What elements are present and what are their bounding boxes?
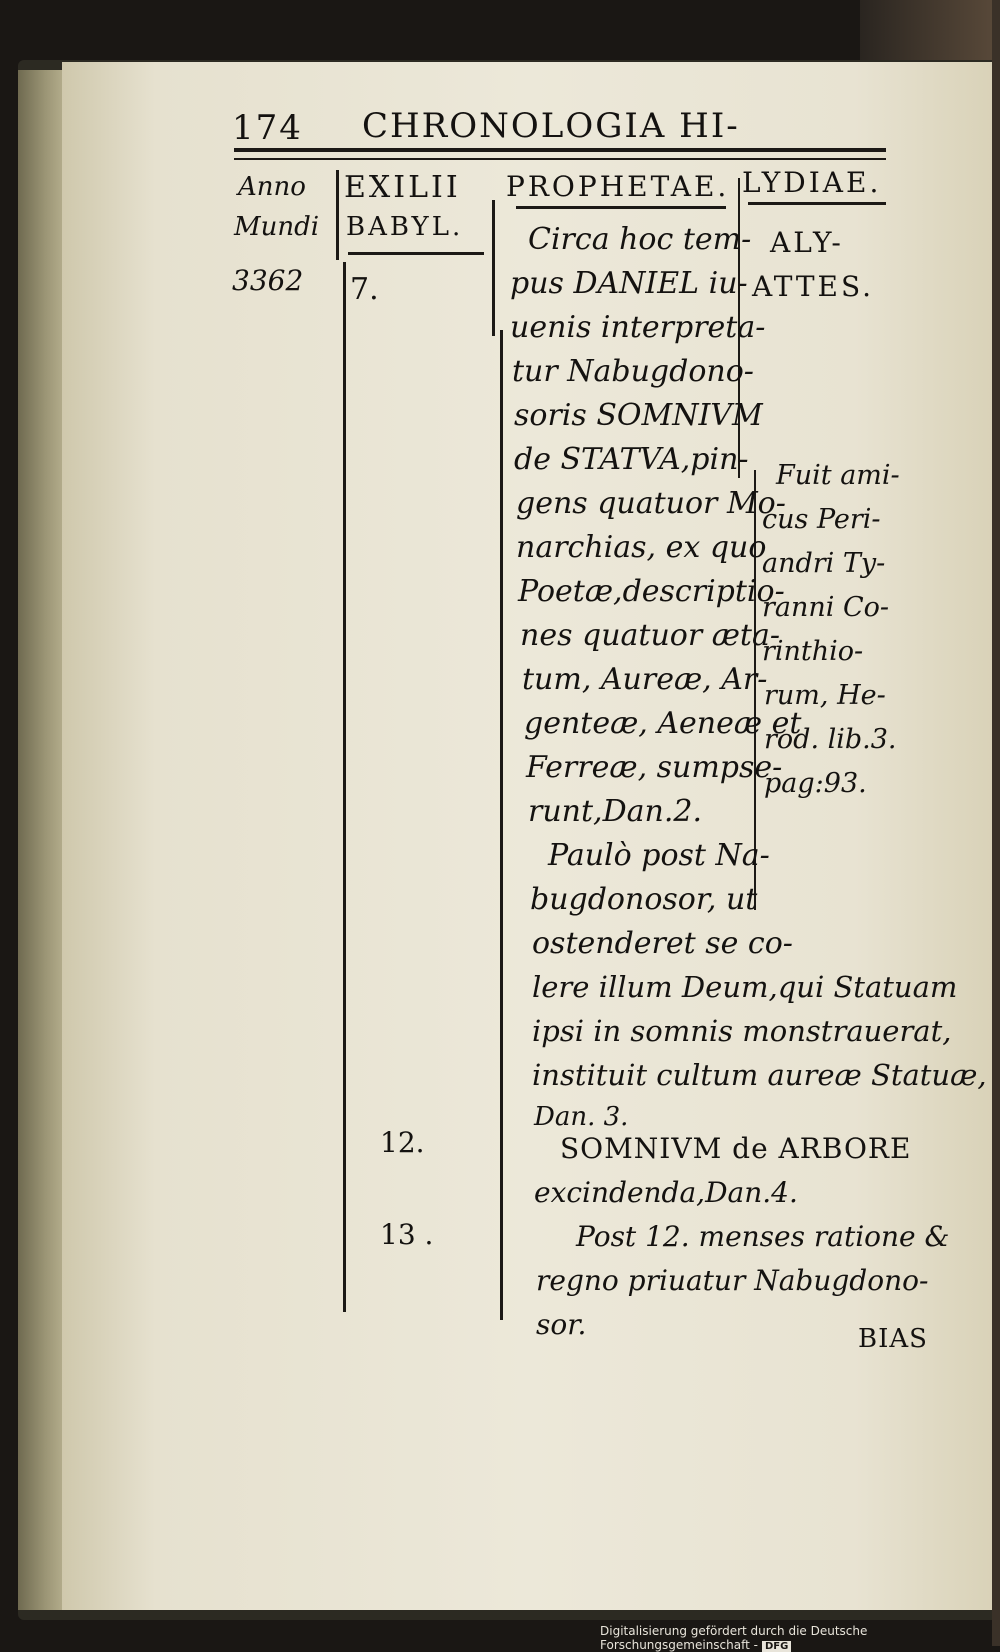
text-line: soris SOMNIVM <box>514 398 763 433</box>
babyl-rule <box>348 252 484 255</box>
lydiae-note-line: cus Peri- <box>762 504 881 535</box>
header-rule <box>234 148 886 152</box>
column-rule-anno <box>336 170 339 260</box>
text-line: tum, Aureæ, Ar- <box>522 662 768 697</box>
catchword: BIAS <box>858 1324 928 1354</box>
lydiae-note-line: rum, He- <box>764 680 886 711</box>
prophetae-header: PROPHETAE. <box>506 170 730 203</box>
lydiae-note-line: pag:93. <box>764 768 867 799</box>
text-line: sor. <box>536 1308 587 1341</box>
column-rule-prophetae-top <box>492 200 495 336</box>
text-line: Post 12. menses ratione & <box>576 1220 950 1253</box>
text-line: uenis interpreta- <box>510 310 766 345</box>
babyl-header: BABYL. <box>346 212 464 242</box>
text-line: nes quatuor æta- <box>520 618 781 653</box>
footer-text: Digitalisierung gefördert durch die Deutsche Forschungsgemeinschaft - <box>600 1624 868 1652</box>
lydiae-note-line: ranni Co- <box>762 592 890 623</box>
lydiae-header: LYDIAE. <box>742 166 882 199</box>
lydiae-note-line: rinthio- <box>762 636 864 667</box>
text-line: SOMNIVM de ARBORE <box>560 1132 912 1165</box>
right-page-edge <box>992 0 1000 1646</box>
mundi-label: Mundi <box>234 212 320 242</box>
lydiae-note-line: rod. lib.3. <box>764 724 897 755</box>
text-line: regno priuatur Nabugdono- <box>536 1264 929 1297</box>
text-line: instituit cultum aureæ Statuæ, <box>532 1058 987 1092</box>
text-line: Poetæ,descriptio- <box>518 574 785 609</box>
exilii-header: EXILII <box>344 170 461 205</box>
anno-label: Anno <box>238 172 306 202</box>
lydiae-note-line: andri Ty- <box>762 548 886 579</box>
text-line: runt,Dan.2. <box>528 794 702 829</box>
page-number: 174 <box>232 108 303 148</box>
column-rule-exilii <box>343 262 346 1312</box>
background-strip <box>860 0 1000 60</box>
lydiae-king: ALY- <box>770 226 844 259</box>
exilii-year: 12. <box>380 1126 425 1159</box>
text-line: Dan. 3. <box>534 1102 629 1132</box>
text-line: gens quatuor Mo- <box>516 486 786 521</box>
text-line: Ferreæ, sumpse- <box>526 750 783 785</box>
text-line: de STATVA,pin- <box>514 442 749 477</box>
running-title: CHRONOLOGIA HI- <box>362 106 740 146</box>
text-line: bugdonosor, ut <box>530 882 758 917</box>
text-line: Circa hoc tem- <box>528 222 752 257</box>
text-line: lere illum Deum,qui Statuam <box>532 970 958 1004</box>
text-line: Paulò post Na- <box>548 838 770 873</box>
prophetae-rule <box>516 206 726 209</box>
text-line: narchias, ex quo <box>516 530 767 565</box>
exilii-year: 13 . <box>380 1218 434 1251</box>
exilii-year: 7. <box>350 272 379 307</box>
text-line: ipsi in somnis monstrauerat, <box>532 1014 952 1048</box>
lydiae-king: ATTES. <box>752 270 875 303</box>
year-mundi: 3362 <box>232 264 304 297</box>
text-line: tur Nabugdono- <box>512 354 754 389</box>
lydiae-rule <box>748 202 886 205</box>
text-line: pus DANIEL iu- <box>510 266 748 301</box>
lydiae-note-line: Fuit ami- <box>776 460 900 491</box>
dfg-logo: DFG <box>762 1641 791 1652</box>
text-line: genteæ, Aeneæ et <box>524 706 802 741</box>
column-rule-prophetae <box>500 330 503 1320</box>
text-line: excindenda,Dan.4. <box>534 1176 798 1209</box>
text-line: ostenderet se co- <box>532 926 793 961</box>
digitization-footer <box>600 1624 1000 1652</box>
header-rule-thin <box>234 158 886 160</box>
